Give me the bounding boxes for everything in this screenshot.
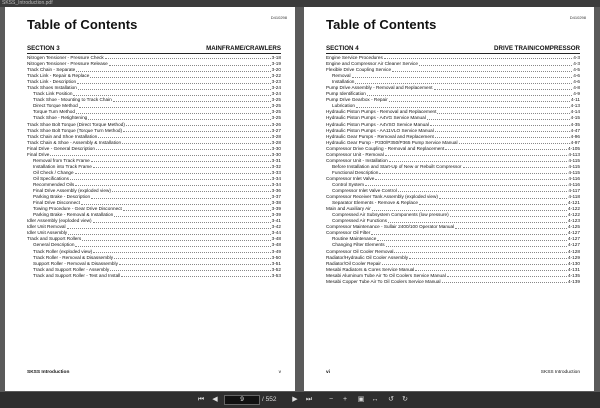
toc-entry-title: Mesabi Radiators & Cores Service Manual [326,266,415,272]
toc-entry-page: 3-27 [271,127,281,133]
footer-left-text: SKSS Introduction [27,370,70,375]
toc-entry[interactable] [326,279,580,285]
toc-entry-title: Flexible Drive Coupling Service [326,67,392,73]
previous-page-icon[interactable]: ◀ [212,396,218,403]
toc-entry-title: Engine Service Procedures [326,55,383,60]
toc-entry-title: Control System [332,181,365,187]
toc-entry-page: 3-23 [271,79,281,85]
toc-entry-page: 4-127 [568,230,580,236]
footer-page-number: v [278,370,281,375]
toc-entry-page: 3-38 [271,200,281,206]
toc-entry-title: Track Link - Repair & Replace [27,73,90,79]
toc-entry-page: 3-18 [271,55,281,60]
toc-dot-leader [427,115,570,119]
toc-entry-title: Track Link - Description [27,79,77,85]
toc-entry-title: Hydraulic Gear Pumps - Removal and Replacement [326,133,434,139]
toc-entry-title: Direct Torque Method [33,103,78,109]
toc-entry-title: Compressor Drive Coupling - Removal and Replacement [326,145,445,151]
toc-entry-page: 3-33 [271,169,281,175]
next-page-icon[interactable]: ▶ [292,396,298,403]
toc-entry-title: Towing Procedure - Gear Drive Disconnect [33,206,122,212]
toc-dot-leader [110,267,270,271]
toc-entry-title: Hydraulic Piston Pumps - AA11VLO Service Manual [326,127,434,133]
toc-entry-title: Track and Support Rollers [27,236,82,242]
toc-dot-leader [81,200,271,204]
toc-entry-page: 3-50 [271,254,281,260]
toc-dot-leader [93,249,270,253]
toc-dot-leader [437,109,569,113]
toc-entry-page: 4-11 [570,97,580,103]
toc-entry-page: 3-25 [271,115,281,121]
left-page [5,7,295,391]
toc-entry-page: 3-22 [271,73,281,79]
toc-dot-leader [105,55,271,59]
toc-entry-title: Track and Support Roller - Test and Install [33,272,121,278]
toc-entry-title: Pump Drive Assembly - Removal and Replacement [326,85,433,91]
toc-dot-leader [114,212,270,216]
toc-entry-title: Engine and Compressor Air Cleaner Service [326,61,418,67]
toc-entry-title: Hydraulic Piston Pumps - A4VSO Service Manual [326,121,429,127]
toc-dot-leader [386,242,567,246]
toc-dot-leader [463,164,568,168]
toc-entry-title: Track Roller (exploded view) [33,248,93,254]
zoom-in-icon[interactable]: + [342,396,348,403]
toc-dot-leader [434,85,573,89]
toc-dot-leader [70,176,271,180]
toc-entry-title: Pump Drive Gearbox - Repair [326,97,388,103]
toc-dot-leader [455,224,567,228]
toc-dot-leader [419,61,572,65]
section-title: MAINFRAME/CRAWLERS [206,45,281,52]
toc-entry-title: Hydraulic Piston Pumps - A4VG Service Manual [326,115,426,121]
toc-entry-title: General Description [33,242,75,248]
toc-dot-leader [430,122,570,126]
toc-dot-leader [73,91,270,95]
toc-entry-page: 3-25 [271,109,281,115]
toc-entry-title: Torque Turn Method [33,109,75,115]
toc-entry-title: Compressor Oil Filter [326,230,371,236]
rotate-right-icon[interactable]: ↻ [402,396,408,403]
toc-entry-title: Track Roller - Removal & Disassembly [33,254,114,260]
toc-entry-page: 3-24 [271,91,281,97]
toc-entry-page: 3-42 [271,224,281,230]
toc-entry-title: Support Roller - Removal & Disassembly [33,260,118,266]
toc-entry-title: Compressor Inlet Valve [326,175,375,181]
toc-entry-title: Track Shoe Bolt Torque (Torque Turn Method) [27,127,123,133]
toc-dot-leader [109,61,271,65]
toc-dot-leader [96,146,271,150]
toc-entry-page: 4-122 [568,206,580,212]
toc-entry-title: Nitrogen Tensioner - Pressure Release [27,61,108,67]
toc-entry-title: Mesabi Copper Tube Air To Oil Coolers Service Manual [326,278,441,284]
toc-dot-leader [79,103,271,107]
toc-entry-title: Mesabi Aluminum Tube Air To Oil Coolers Service Manual [326,272,446,278]
toc-dot-leader [121,273,270,277]
doc-number: D410298 [569,15,586,20]
toc-entry-page: 4-9 [573,91,580,97]
toc-dot-leader [384,55,572,59]
toc-entry-title: Installation [332,79,355,85]
toc-entry-page: 3-25 [271,97,281,103]
toc-entry-title: Track Link Position [33,91,73,97]
toc-entry-page: 3-51 [271,260,281,266]
toc-entry-page: 4-118 [568,194,580,200]
toc-dot-leader [388,218,567,222]
toc-entry-page: 4-14 [570,109,580,115]
toc-dot-leader [392,67,572,71]
toc-entry-title: Compressor Maintenance - Sullair 2400/100 Operator Manual [326,224,455,230]
toc-dot-leader [78,85,271,89]
toc-entry-page: 4-123 [568,218,580,224]
toc-dot-leader [447,273,567,277]
toc-entry-page: 3-30 [271,145,281,151]
toc-dot-leader [75,242,270,246]
toc-dot-leader [355,79,572,83]
fit-width-icon[interactable]: ↔ [371,396,379,403]
toc-dot-leader [119,261,271,265]
toc-entry-title: Final Drive Assembly (exploded view) [33,188,111,194]
viewer-title-bar: SKSS_Introduction.pdf [0,0,600,7]
toc-entry-title: Compressor Receiver Tank Assembly (exploded view) [326,194,438,200]
toc-dot-leader [50,152,270,156]
toc-entry-title: Compressor Inlet Valve Control [332,188,397,194]
toc-dot-leader [415,267,567,271]
toc-entry-page: 4-105 [568,145,580,151]
toc-entry-title: Radiator/Oil Cooler Repair [326,260,381,266]
toc-entry-title: Oil Specifications [33,175,69,181]
toc-entry-page: 4-3 [573,55,580,60]
toc-entry-page: 4-131 [568,266,580,272]
toc-entry-page: 4-6 [573,79,580,85]
toc-entry-page: 3-41 [271,218,281,224]
toc-entry-page: 4-128 [568,248,580,254]
toc-entry-title: Hydraulic Piston Pumps - Removal and Replacement [326,109,437,115]
toc-entry-page: 4-115 [568,157,580,163]
toc-dot-leader [419,200,567,204]
page-number-input[interactable]: 9 [224,395,260,405]
toc-entry-title: Radiator/Hydraulic Oil Cooler Assembly [326,254,409,260]
toc-entry-page: 3-52 [271,266,281,272]
toc-entry-page: 4-97 [570,139,580,145]
toc-entry-page: 3-49 [271,248,281,254]
toc-entry-title: Track Shoe - Mounting to Track Chain [33,97,112,103]
toc-entry-page: 4-139 [568,278,580,284]
toc-dot-leader [114,255,271,259]
toc-dot-leader [371,230,567,234]
toc-entry-title: Removal from Track Frame [33,157,90,163]
toc-dot-leader [93,218,271,222]
toc-entry-page: 3-26 [271,121,281,127]
toc-entry-title: Idler Unit Removal [27,224,66,230]
toc-entry-title: Main and Auxiliary Air [326,206,371,212]
toc-dot-leader [113,97,271,101]
toc-entry-page: 4-47 [570,127,580,133]
toc-dot-leader [398,188,568,192]
toc-list [27,55,281,279]
toc-dot-leader [77,79,271,83]
toc-entry-page: 4-15 [570,115,580,121]
toc-entry-page: 4-115 [568,169,580,175]
toc-dot-leader [356,103,570,107]
toc-entry-title: Track and Support Roller - Assembly [33,266,110,272]
toc-entry-title: Compressor Unit - Installation [326,157,388,163]
toc-dot-leader [382,261,567,265]
toc-entry-page: 4-135 [568,272,580,278]
toc-entry-page: 3-44 [271,230,281,236]
toc-entry-title: Separator Elements - Remove & Replace [332,200,418,206]
toc-entry-title: Compressed Air Subsystem Components (low pressure) [332,212,449,218]
toc-dot-leader [450,212,567,216]
toc-dot-leader [122,140,270,144]
toc-entry-page: 3-36 [271,188,281,194]
toc-entry-page: 3-30 [271,151,281,157]
toc-dot-leader [435,128,570,132]
toc-entry-page: 3-39 [271,212,281,218]
toc-entry-title: Compressed Air Functions [332,218,387,224]
toc-entry-title: Functional Description [332,169,379,175]
toc-entry-page: 3-39 [271,206,281,212]
toc-dot-leader [445,146,567,150]
section-rule [27,53,281,54]
toc-entry-title: Lubrication [332,103,355,109]
toc-entry-page: 4-122 [568,212,580,218]
toc-dot-leader [82,236,270,240]
zoom-out-icon[interactable]: − [328,396,334,403]
toc-dot-leader [442,279,567,283]
toc-dot-leader [379,170,567,174]
toc-entry-page: 4-130 [568,260,580,266]
toc-entry-title: Final Drive [27,151,50,157]
toc-entry-title: Routine Maintenance [332,236,377,242]
right-page [304,7,594,391]
doc-number: D410298 [270,15,287,20]
toc-dot-leader [367,91,572,95]
toc-entry-page: 3-48 [271,242,281,248]
toc-dot-leader [123,206,271,210]
toc-dot-leader [409,255,567,259]
toc-entry-page: 4-116 [568,175,580,181]
toc-entry-title: Idler Assembly (exploded view) [27,218,92,224]
toc-entry-page: 4-121 [568,200,580,206]
toc-entry-title: Track Shoe Bolt Torque (Direct Torque Method) [27,121,125,127]
toc-entry-title: Parking Brake - Description [33,194,91,200]
toc-dot-leader [352,73,573,77]
toc-entry-page: 3-28 [271,133,281,139]
toc-entry-title: Hydraulic Gear Pump - P330/P350/P365 Pump Service Manual [326,139,458,145]
total-pages: / 552 [262,396,277,403]
toc-entry-page: 3-20 [271,67,281,73]
toc-entry-page: 4-13 [570,103,580,109]
toc-entry-page: 4-8 [573,85,580,91]
toc-entry[interactable] [27,273,281,279]
toc-entry-title: Changing Filter Elements [332,242,385,248]
page-title: Table of Contents [326,17,437,32]
toc-entry-page: 3-34 [271,181,281,187]
toc-entry-title: Pump Identification [326,91,366,97]
toc-entry-page: 4-115 [568,163,580,169]
toc-entry-title: Recommended Oils [33,181,75,187]
toc-dot-leader [76,67,270,71]
toc-dot-leader [365,182,567,186]
toc-entry-page: 3-25 [271,103,281,109]
toc-entry-page: 3-24 [271,85,281,91]
toc-entry-title: Compressor Unit - Removal [326,151,384,157]
toc-entry-page: 3-19 [271,61,281,67]
toc-entry-title: Track Chain - Separate [27,67,76,73]
toc-entry-title: Track Chain and Shoe Installation [27,133,98,139]
toc-dot-leader [123,128,271,132]
toc-entry-page: 4-113 [568,151,580,157]
toc-dot-leader [91,158,271,162]
toc-dot-leader [112,188,271,192]
toc-dot-leader [90,73,270,77]
footer-right-text: SKSS Introduction [540,370,580,375]
toc-entry-page: 3-28 [271,139,281,145]
toc-entry-title: Track Chain & Shoe - Assembly & Installation [27,139,122,145]
toc-dot-leader [459,140,570,144]
toc-entry-title: Oil Check / Change [33,169,74,175]
toc-list [326,55,580,285]
toc-dot-leader [375,176,567,180]
toc-dot-leader [93,164,271,168]
toc-entry-page: 4-3 [573,61,580,67]
toc-dot-leader [126,122,271,126]
toc-entry-title: Idler Unit Assembly [27,230,68,236]
first-page-icon[interactable]: ⏮ [197,396,205,403]
toc-entry-title: Track Shoes Installation [27,85,77,91]
toc-dot-leader [439,194,567,198]
toc-dot-leader [98,134,270,138]
toc-dot-leader [385,152,568,156]
toc-entry-page: 4-125 [568,224,580,230]
toc-entry-page: 3-34 [271,175,281,181]
section-number: SECTION 4 [326,45,359,52]
page-title: Table of Contents [27,17,138,32]
toc-dot-leader [88,115,270,119]
toc-entry-page: 3-32 [271,163,281,169]
toc-entry-title: Before Installation and Start-Up of New or Rebuilt Compressor [332,163,462,169]
toc-dot-leader [68,230,270,234]
toc-dot-leader [394,249,567,253]
last-page-icon[interactable]: ⏭ [305,396,313,403]
toc-entry-title: Track Shoe - Retightening [33,115,88,121]
toc-entry-page: 4-127 [568,242,580,248]
toc-entry-page: 3-37 [271,194,281,200]
toc-entry-title: Removal [332,73,351,79]
toc-entry-page: 4-116 [568,181,580,187]
footer-page-number: vi [326,370,331,375]
section-number: SECTION 3 [27,45,60,52]
toc-dot-leader [435,134,570,138]
section-title: DRIVE TRAIN/COMPRESSOR [494,45,580,52]
toc-dot-leader [76,109,271,113]
toc-entry-title: Installation into Track Frame [33,163,92,169]
toc-entry-title: Final Drive - General Description [27,145,95,151]
toc-entry-title: Final Drive Disconnect [33,200,80,206]
toc-dot-leader [67,224,271,228]
toc-entry-page: 4-96 [570,133,580,139]
fit-page-icon[interactable]: ▣ [357,396,365,403]
toc-entry-page: 4-117 [568,188,580,194]
toc-entry-page: 3-48 [271,236,281,242]
toc-entry-title: Parking Brake - Removal & Installation [33,212,114,218]
toc-entry-page: 4-129 [568,254,580,260]
toc-dot-leader [389,158,568,162]
toc-dot-leader [75,182,270,186]
toc-dot-leader [389,97,570,101]
toc-dot-leader [75,170,271,174]
toc-entry-page: 4-35 [570,121,580,127]
toc-entry-page: 4-6 [573,73,580,79]
viewer-toolbar [0,392,600,408]
rotate-left-icon[interactable]: ↺ [388,396,394,403]
toc-dot-leader [377,236,567,240]
toc-entry-page: 3-31 [271,157,281,163]
toc-entry-page: 4-5 [573,67,580,73]
toc-entry-page: 4-127 [568,236,580,242]
toc-dot-leader [372,206,567,210]
toc-entry-title: Compressor Oil Cooler Removal [326,248,394,254]
toc-dot-leader [91,194,271,198]
toc-entry-title: Nitrogen Tensioner - Pressure Check [27,55,104,60]
toc-entry-page: 3-53 [271,272,281,278]
section-rule [326,53,580,54]
